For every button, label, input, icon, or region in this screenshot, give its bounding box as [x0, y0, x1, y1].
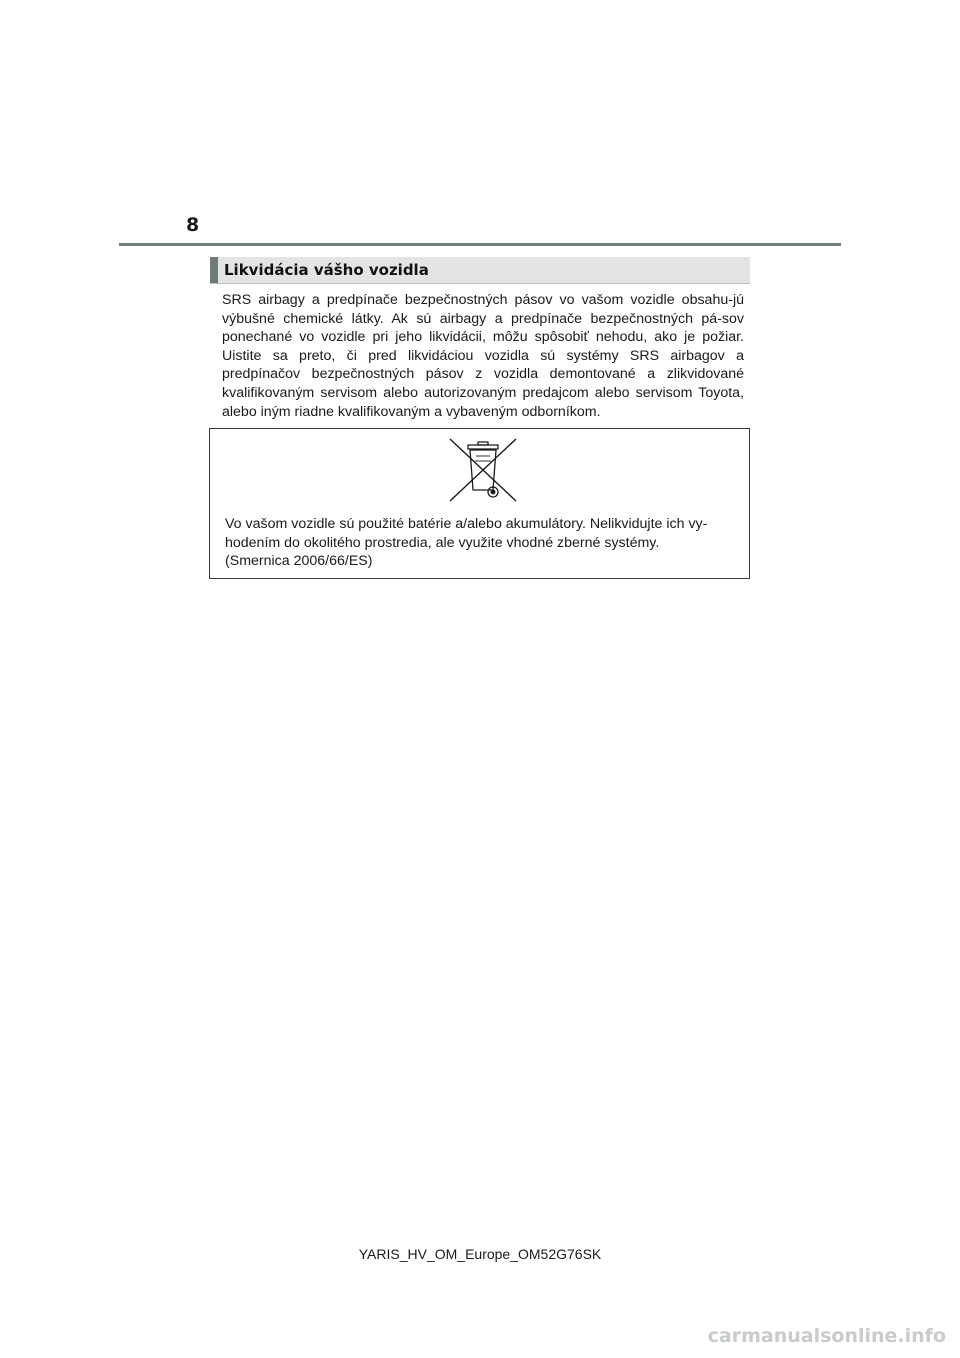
document-id: YARIS_HV_OM_Europe_OM52G76SK: [358, 1246, 602, 1262]
notice-line: hodením do okolitého prostredia, ale využite vhodné zberné systémy.: [225, 534, 660, 551]
watermark: carmanualsonline.info: [707, 1325, 946, 1347]
crossed-out-wheelie-bin-icon: [448, 437, 518, 503]
notice-line: Vo vašom vozidle sú použité batérie a/alebo akumulátory. Nelikvidujte ich vy-: [225, 516, 708, 532]
header-rule: [119, 243, 841, 246]
page-number: 8: [186, 214, 200, 236]
battery-notice-text: [225, 515, 744, 571]
section-heading: Likvidácia vášho vozidla: [210, 257, 750, 283]
heading-underline: [210, 283, 750, 284]
notice-line: (Smernica 2006/66/ES): [225, 553, 373, 570]
section-paragraph: SRS airbagy a predpínače bezpečnostných pásov vo vašom vozidle obsahu-jú výbušné chemické látky. Ak sú airbagy a predpínače bezpečnostných pá-sov ponechané vo vozidle pri jeho likvidácii, môžu spôsobiť nehodu, ako je požiar. Uistite sa preto, či pred likvidáciou vozidla sú systémy SRS airbagov a predpínačov bezpečnostných pásov z vozidla demontované a zlikvidované kvalifikovaným servisom alebo autorizovaným predajcom alebo servisom Toyota, alebo iným riadne kvalifikovaným a vybaveným odborníkom.: [222, 292, 744, 420]
